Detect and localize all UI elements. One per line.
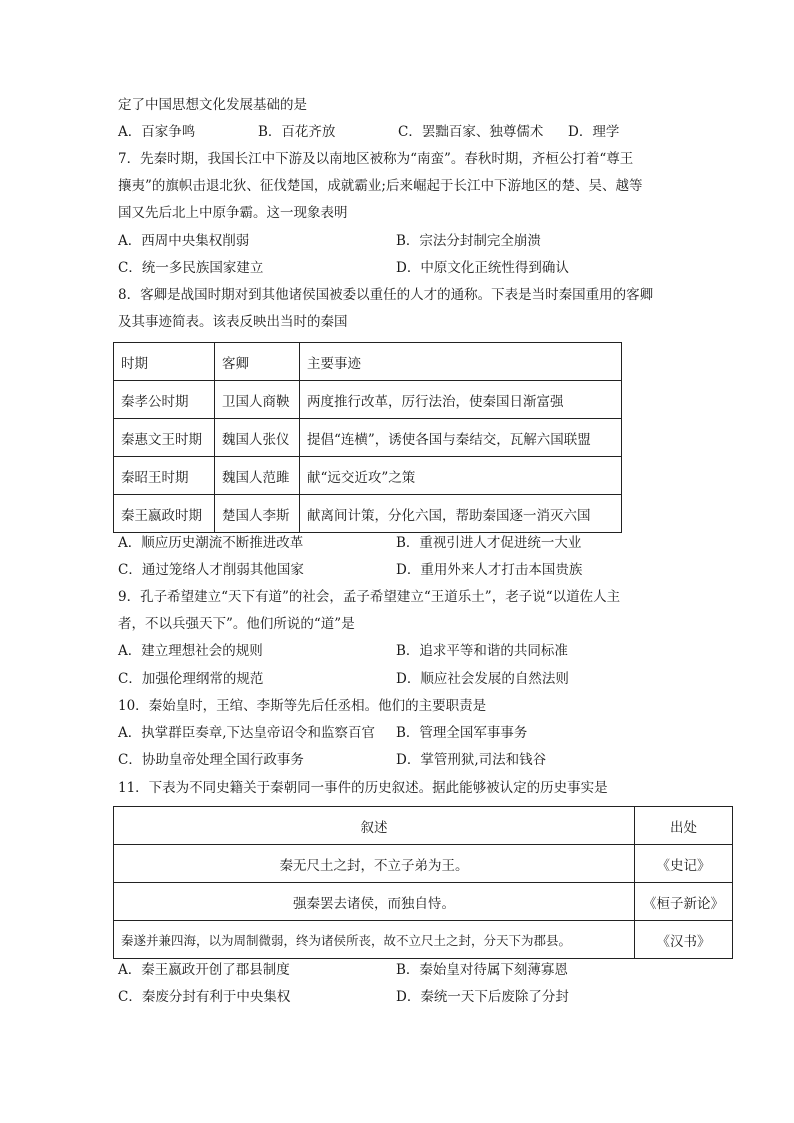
q11-option-a: A．秦王嬴政开创了郡县制度 [118, 962, 290, 978]
q10-option-a: A．执掌群臣奏章,下达皇帝诏令和监察百官 [118, 725, 376, 741]
q7-stem-line-2: 攘夷”的旗帜击退北狄、征伐楚国，成就霸业;后来崛起于长江中下游地区的楚、吴、越等 [118, 178, 643, 194]
q6-option-a: A．百家争鸣 [118, 124, 196, 140]
q9-stem-line-1: 9．孔子希望建立“天下有道”的社会，孟子希望建立“王道乐土”，老子说“以道佐人主 [118, 589, 621, 605]
table-cell: 献“远交近攻”之策 [300, 457, 622, 495]
table-row [114, 457, 622, 495]
q6-option-b: B．百花齐放 [258, 124, 336, 140]
table-header-row [114, 343, 622, 381]
q6-stem-tail: 定了中国思想文化发展基础的是 [118, 97, 307, 113]
table-cell: 两度推行改革，厉行法治，使秦国日渐富强 [300, 381, 622, 419]
q10-stem: 10．秦始皇时，王绾、李斯等先后任丞相。他们的主要职责是 [118, 698, 487, 714]
table-cell: 献离间计策，分化六国，帮助秦国逐一消灭六国 [300, 495, 622, 533]
table-header-cell: 主要事迹 [300, 343, 622, 381]
q8-table [113, 342, 622, 533]
q7-option-c: C．统一多民族国家建立 [118, 260, 264, 276]
q6-option-d: D．理学 [568, 124, 620, 140]
table-cell: 《史记》 [635, 845, 733, 883]
table-row [114, 495, 622, 533]
q11-option-d: D．秦统一天下后废除了分封 [396, 989, 569, 1005]
q8-stem-line-1: 8．客卿是战国时期对到其他诸侯国被委以重任的人才的通称。下表是当时秦国重用的客卿 [118, 287, 654, 303]
table-row [114, 419, 622, 457]
q11-option-b: B．秦始皇对待属下刻薄寡恩 [396, 962, 568, 978]
q8-option-d: D．重用外来人才打击本国贵族 [396, 562, 583, 578]
table-cell: 魏国人张仪 [215, 419, 300, 457]
table-header-cell: 客卿 [215, 343, 300, 381]
table-row [114, 883, 733, 921]
q11-stem: 11．下表为不同史籍关于秦朝同一事件的历史叙述。据此能够被认定的历史事实是 [118, 780, 608, 796]
q6-option-c: C．罢黜百家、独尊儒术 [398, 124, 544, 140]
table-cell: 卫国人商鞅 [215, 381, 300, 419]
q9-option-b: B．追求平等和谐的共同标准 [396, 643, 568, 659]
table-cell: 秦孝公时期 [114, 381, 215, 419]
q7-option-d: D．中原文化正统性得到确认 [396, 260, 569, 276]
q9-option-d: D．顺应社会发展的自然法则 [396, 671, 569, 687]
table-cell: 魏国人范雎 [215, 457, 300, 495]
q9-stem-line-2: 者，不以兵强天下”。他们所说的“道”是 [118, 616, 355, 632]
table-header-row [114, 807, 733, 845]
q8-option-a: A．顺应历史潮流不断推进改革 [118, 535, 304, 551]
q8-option-b: B．重视引进人才促进统一大业 [396, 535, 582, 551]
table-row [114, 381, 622, 419]
table-header-cell: 叙述 [114, 807, 635, 845]
table-cell: 秦惠文王时期 [114, 419, 215, 457]
q8-stem-line-2: 及其事迹简表。该表反映出当时的秦国 [118, 314, 348, 330]
table-header-cell: 时期 [114, 343, 215, 381]
q10-option-b: B．管理全国军事事务 [396, 725, 528, 741]
table-cell: 秦昭王时期 [114, 457, 215, 495]
q9-option-a: A．建立理想社会的规则 [118, 643, 263, 659]
q7-stem-line-3: 国又先后北上中原争霸。这一现象表明 [118, 205, 348, 221]
table-row [114, 845, 733, 883]
q8-option-c: C．通过笼络人才削弱其他国家 [118, 562, 304, 578]
q7-stem-line-1: 7．先秦时期，我国长江中下游及以南地区被称为“南蛮”。春秋时期，齐桓公打着“尊王 [118, 151, 634, 167]
q11-table [113, 806, 733, 959]
q9-option-c: C．加强伦理纲常的规范 [118, 671, 264, 687]
table-cell: 《汉书》 [635, 921, 733, 959]
table-cell: 秦无尺土之封，不立子弟为王。 [114, 845, 635, 883]
table-header-cell: 出处 [635, 807, 733, 845]
table-cell: 楚国人李斯 [215, 495, 300, 533]
table-row [114, 921, 733, 959]
q10-option-d: D．掌管刑狱,司法和钱谷 [396, 752, 547, 768]
table-cell: 秦王嬴政时期 [114, 495, 215, 533]
table-cell: 提倡“连横”，诱使各国与秦结交，瓦解六国联盟 [300, 419, 622, 457]
table-cell: 强秦罢去诸侯，而独自恃。 [114, 883, 635, 921]
q10-option-c: C．协助皇帝处理全国行政事务 [118, 752, 304, 768]
table-cell: 《桓子新论》 [635, 883, 733, 921]
q11-option-c: C．秦废分封有利于中央集权 [118, 989, 291, 1005]
q7-option-b: B．宗法分封制完全崩溃 [396, 233, 541, 249]
table-cell: 秦遂并兼四海，以为周制微弱，终为诸侯所丧，故不立尺土之封，分天下为郡县。 [114, 921, 635, 959]
q7-option-a: A．西周中央集权削弱 [118, 233, 250, 249]
